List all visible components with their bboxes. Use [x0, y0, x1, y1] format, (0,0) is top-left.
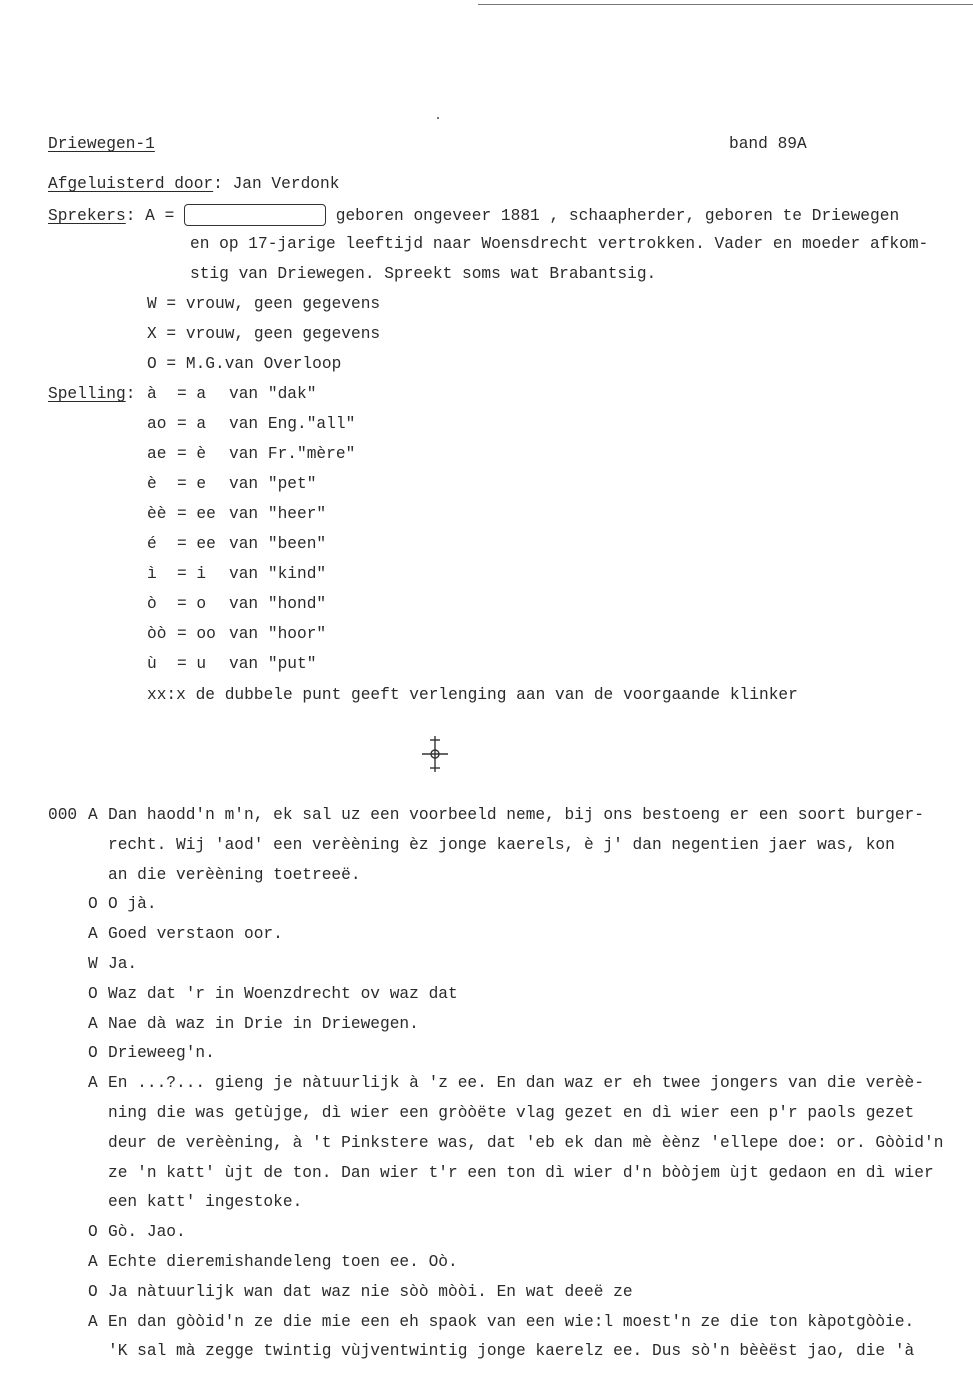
- speaker-a-desc-2: en op 17-jarige leeftijd naar Woensdrecht vertrokken. Vader en moeder afkom-: [190, 235, 929, 253]
- spelling-symbol: èè: [147, 505, 167, 523]
- spelling-example: van Eng."all": [229, 415, 356, 433]
- utterance-text: Gò. Jao.: [108, 1223, 186, 1242]
- spelling-value: = e: [177, 475, 207, 493]
- spelling-value: = i: [177, 565, 207, 583]
- speaker-a-desc-1: geboren ongeveer 1881 , schaapherder, geboren te Driewegen: [335, 207, 900, 225]
- utterance-text: recht. Wij 'aod' een verèèning èz jonge kaerels, è j' dan negentien jaer was, kon: [108, 835, 895, 854]
- top-rule: [478, 4, 973, 5]
- speakers-colon: :: [125, 207, 136, 225]
- speaker-tag: A: [88, 806, 98, 824]
- spelling-symbol: è: [147, 475, 157, 493]
- divider-cross-icon: [421, 736, 449, 772]
- utterance-text: Ja nàtuurlijk wan dat waz nie sòò mòòi. En wat deeë ze: [108, 1282, 633, 1301]
- utterance-text: O jà.: [108, 895, 157, 914]
- spelling-value: = ee: [177, 505, 216, 523]
- spelling-value: = u: [177, 655, 207, 673]
- speaker-tag: W: [88, 955, 98, 973]
- spelling-value: = oo: [177, 625, 216, 643]
- spelling-value: = a: [177, 415, 207, 433]
- spelling-heading: [48, 384, 135, 404]
- spelling-symbol: ae: [147, 445, 167, 463]
- spelling-example: van "hond": [229, 595, 327, 613]
- spelling-value: = è: [177, 445, 207, 463]
- speaker-tag: A: [88, 1253, 98, 1271]
- utterance-text: Waz dat 'r in Woenzdrecht ov waz dat: [108, 984, 458, 1003]
- speaker-x: X = vrouw, geen gegevens: [147, 325, 381, 343]
- spelling-example: van "kind": [229, 565, 327, 583]
- utterance-text: En ...?... gieng je nàtuurlijk à 'z ee. En dan waz er eh twee jongers van die verèè-: [108, 1074, 924, 1093]
- speaker-o: O = M.G.van Overloop: [147, 355, 342, 373]
- spelling-example: van "been": [229, 535, 327, 553]
- speakers-line-a: [48, 204, 899, 226]
- speaker-tag: O: [88, 895, 98, 914]
- speaker-tag: A: [88, 1014, 98, 1033]
- speakers-label: Sprekers: [48, 207, 126, 225]
- speaker-tag: O: [88, 1282, 98, 1301]
- utterance-text: 'K sal mà zegge twintig vùjventwintig jonge kaerelz ee. Dus sò'n bèèëst jao, die 'à: [108, 1342, 915, 1361]
- listener-colon: :: [213, 175, 223, 193]
- speaker-tag: A: [88, 1074, 98, 1093]
- listener-line: [48, 174, 339, 194]
- listener-name: Jan Verdonk: [232, 175, 340, 193]
- utterance-text: Drieweeg'n.: [108, 1044, 215, 1063]
- utterance-text: ze 'n katt' ùjt de ton. Dan wier t'r een ton dì wier d'n bòòjem ùjt gedaon en dì wier: [108, 1163, 934, 1182]
- utterance-text: Dan haodd'n m'n, ek sal uz een voorbeeld neme, bij ons bestoeng er een soort burger-: [108, 806, 924, 824]
- spelling-example: van "put": [229, 655, 317, 673]
- spelling-colon: :: [125, 385, 136, 403]
- spelling-value: = o: [177, 595, 207, 613]
- speck: [437, 117, 439, 119]
- speaker-a-key: A =: [145, 207, 175, 225]
- utterance-text: Echte dieremishandeleng toen ee. Oò.: [108, 1253, 458, 1271]
- spelling-example: van "dak": [229, 385, 317, 403]
- spelling-value: = a: [177, 385, 207, 403]
- listener-label: Afgeluisterd door: [48, 175, 214, 193]
- utterance-text: En dan gòòid'n ze die mie een eh spaok van een wie:l moest'n ze die ton kàpotgòòie.: [108, 1312, 915, 1331]
- spelling-note: xx:x de dubbele punt geeft verlenging aan van de voorgaande klinker: [147, 686, 798, 704]
- utterance-text: een katt' ingestoke.: [108, 1193, 303, 1212]
- tape-label: band 89A: [729, 135, 807, 153]
- speaker-tag: A: [88, 1312, 98, 1331]
- speaker-a-desc-3: stig van Driewegen. Spreekt soms wat Brabantsig.: [190, 265, 657, 283]
- spelling-symbol: ao: [147, 415, 167, 433]
- spelling-label: Spelling: [48, 385, 126, 403]
- spelling-symbol: à: [147, 385, 157, 403]
- speaker-w: W = vrouw, geen gegevens: [147, 295, 381, 313]
- speaker-tag: A: [88, 925, 98, 944]
- spelling-example: van "hoor": [229, 625, 327, 643]
- utterance-text: an die verèèning toetreeë.: [108, 865, 361, 884]
- spelling-symbol: ì: [147, 565, 157, 583]
- spelling-example: van "heer": [229, 505, 327, 523]
- utterance-text: Nae dà waz in Drie in Driewegen.: [108, 1014, 419, 1033]
- redacted-name-box: [184, 204, 326, 226]
- spelling-symbol: é: [147, 535, 157, 553]
- speaker-tag: O: [88, 1223, 98, 1242]
- spelling-example: van Fr."mère": [229, 445, 356, 463]
- utterance-text: ning die was getùjge, dì wier een gròòëte vlag gezet en dì wier een p'r paols gezet: [108, 1104, 915, 1122]
- utterance-text: Ja.: [108, 955, 138, 973]
- utterance-text: Goed verstaon oor.: [108, 925, 283, 944]
- spelling-symbol: ù: [147, 655, 157, 673]
- spelling-example: van "pet": [229, 475, 317, 493]
- spelling-symbol: òò: [147, 625, 167, 643]
- utterance-text: deur de verèèning, à 't Pinkstere was, dat 'eb ek dan mè èènz 'ellepe doe: or. Gòòid'n: [108, 1133, 944, 1152]
- spelling-symbol: ò: [147, 595, 157, 613]
- speaker-tag: O: [88, 1044, 98, 1063]
- speaker-tag: O: [88, 984, 98, 1003]
- counter-number: 000: [48, 806, 78, 824]
- spelling-value: = ee: [177, 535, 216, 553]
- document-title: Driewegen-1: [48, 135, 155, 153]
